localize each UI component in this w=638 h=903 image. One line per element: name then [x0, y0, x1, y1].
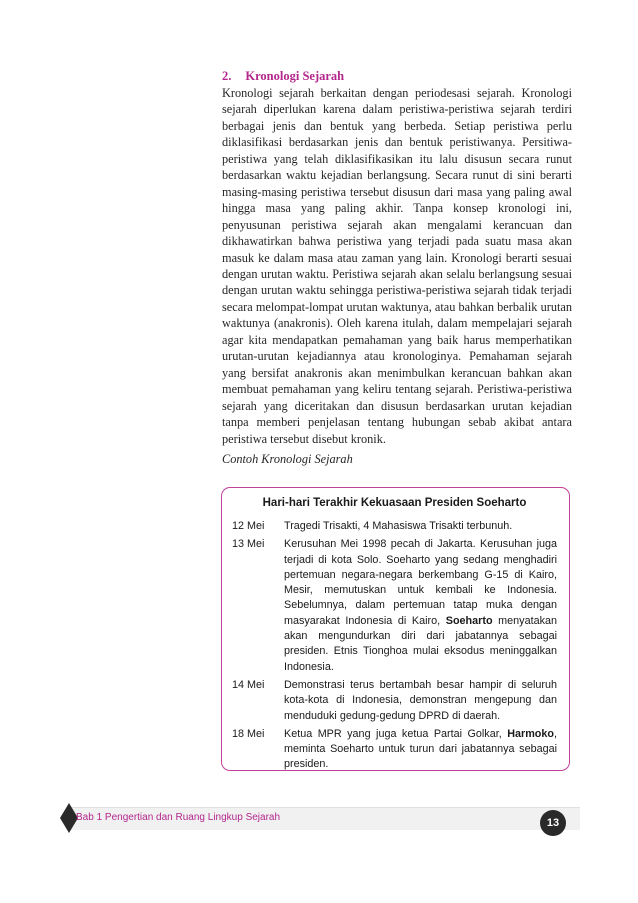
chronology-entry	[232, 678, 557, 724]
page-number-badge: 13	[540, 810, 566, 836]
entry-text	[284, 727, 557, 773]
entry-text-part: menyatakan akan mengundurkan diri dari jabatannya sebagai presiden. Etnis Tionghoa mulai eksodus meninggalkan Indonesia.	[284, 614, 557, 673]
example-caption: Contoh Kronologi Sejarah	[222, 451, 353, 466]
section-heading	[222, 68, 572, 84]
box-title: Hari-hari Terakhir Kekuasaan Presiden Soeharto	[262, 497, 527, 509]
section-kronologi	[222, 68, 572, 467]
entry-text-part: Kerusuhan Mei 1998 pecah di Jakarta. Kerusuhan juga terjadi di kota Solo. Soeharto yang sedang menghadiri pertemuan negara-negara berkembang G-15 di Kairo, Mesir, memutuskan untuk kembali ke Indonesia. Sebelumnya, dalam pertemuan tatap muka dengan masyarakat Indonesia di Kairo,	[284, 538, 557, 627]
entry-text	[284, 537, 557, 675]
body-paragraph: Kronologi sejarah berkaitan dengan periodesasi sejarah. Kronologi sejarah diperlukan karena dalam peristiwa-peristiwa sejarah terdiri berbagai jenis dan bentuk yang berbeda. Setiap peristiwa perlu diklasifikasi berdasarkan jenis dan bentuk peristiwanya. Persitiwa-peristiwa yang telah diklasifikasikan itu lalu disusun secara runut berdasarkan waktu kejadian berlangsung. Secara runut di sini berarti masing-masing peristiwa tersebut disusun dari masa yang paling awal hingga masa yang paling akhir. Tanpa konsep kronologi ini, penyusunan peristiwa sejarah akan mengalami kerancuan dan dikhawatirkan bahwa peristiwa yang terjadi pada suatu masa akan masuk ke dalam masa atau zaman yang lain. Kronologi berarti sesuai dengan urutan waktu. Peristiwa sejarah akan selalu berlangsung sesuai dengan urutan waktu sehingga peristiwa-peristiwa sejarah tidak terjadi secara melompat-lompat urutan waktunya, atau bahkan berbalik urutan waktunya (anakronis). Oleh karena itulah, dalam mempelajari sejarah agar kita mendapatkan pemahaman yang baik harus memperhatikan urutan-urutan kejadiannya atau kronologinya. Pemahaman sejarah yang bersifat anakronis akan menimbulkan kerancuan bahkan akan membuat pemahaman yang keliru tentang sejarah. Peristiwa-peristiwa sejarah yang diceritakan dan disusun berdasarkan urutan kejadian tanpa memberi penjelasan tentang hubungan sebab akibat antara peristiwa tersebut disebut kronik.	[222, 86, 572, 446]
entry-text-part: Ketua MPR yang juga ketua Partai Golkar,	[284, 727, 508, 740]
entry-date: 13 Mei	[232, 538, 265, 551]
entry-date: 12 Mei	[232, 520, 265, 532]
chronology-entry	[232, 519, 557, 534]
chronology-entry	[232, 537, 557, 675]
entry-bold-name: Harmoko	[507, 727, 554, 740]
entry-bold-name: Soeharto	[445, 614, 493, 627]
section-title: Kronologi Sejarah	[245, 69, 345, 83]
section-number: 2.	[222, 69, 232, 83]
footer-chapter-label: Bab 1 Pengertian dan Ruang Lingkup Sejarah	[76, 812, 281, 823]
entry-text: Demonstrasi terus bertambah besar hampir di seluruh kota-kota di Indonesia, demonstran mengepung dan menduduki gedung-gedung DPRD di daerah.	[284, 678, 557, 722]
entry-date: 18 Mei	[232, 727, 265, 740]
entry-text-part: , meminta Soeharto untuk turun dari jabatannya sebagai presiden.	[284, 727, 557, 771]
entry-date: 14 Mei	[232, 678, 265, 691]
chronology-box	[221, 487, 570, 771]
chronology-entry	[232, 727, 557, 773]
entry-text: Tragedi Trisakti, 4 Mahasiswa Trisakti terbunuh.	[284, 520, 513, 532]
